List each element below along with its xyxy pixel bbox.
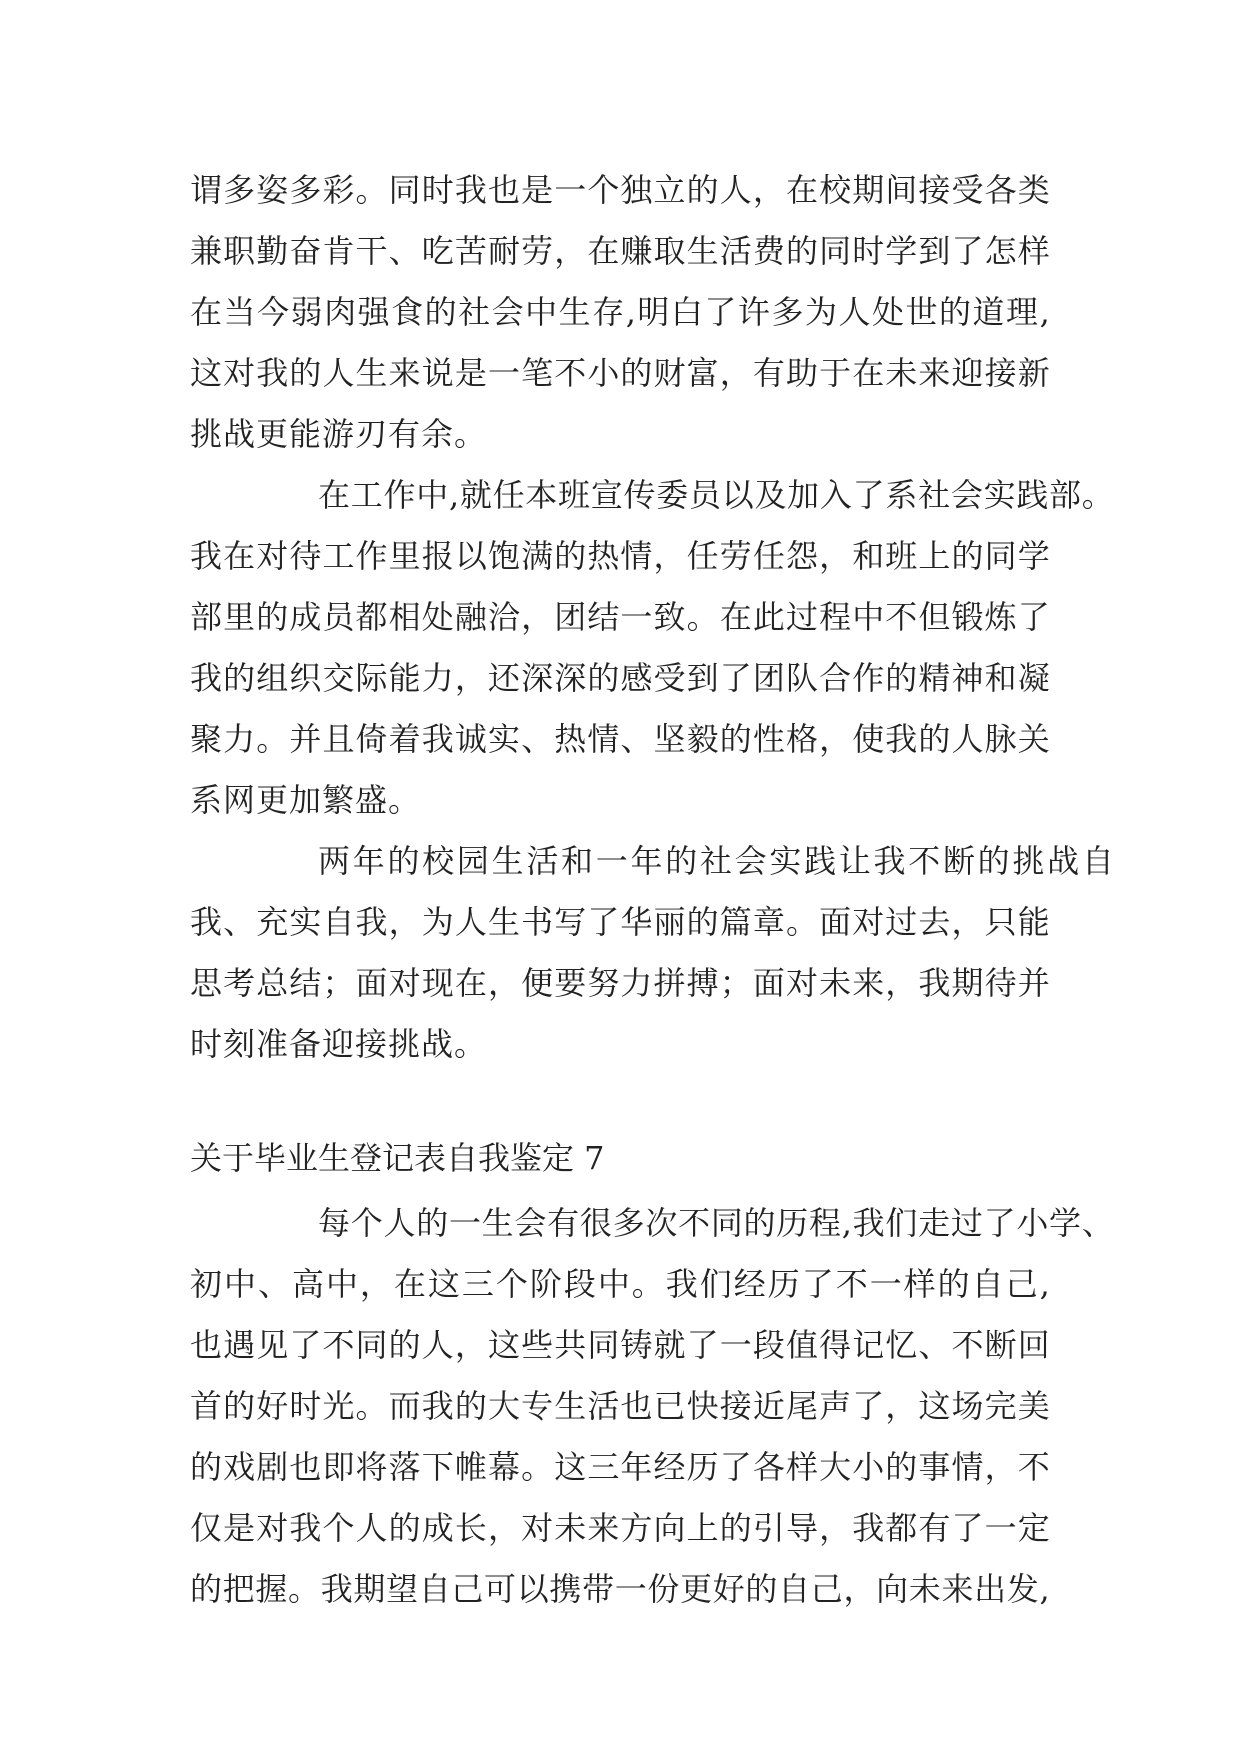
paragraph [190, 1193, 1114, 1620]
text-line: 初 中 、 高 中 ， 在 这 三 个 阶 段 中 。 我 们 经 历 了 不 一 样 的 自 己 , [190, 1265, 1050, 1303]
paragraph [190, 465, 1114, 831]
text-line: 仅 是 对 我 个 人 的 成 长 ， 对 未 来 方 向 上 的 引 导 ， 我 都 有 了 一 定 [190, 1509, 1050, 1547]
text-line: 我 的 组 织 交 际 能 力 ， 还 深 深 的 感 受 到 了 团 队 合 作 的 精 神 和 凝 [190, 659, 1050, 697]
text-line: 在 当 今 弱 肉 强 食 的 社 会 中 生 存 , 明 白 了 许 多 为 人 处 世 的 道 理 , [190, 293, 1050, 331]
text-line: 这 对 我 的 人 生 来 说 是 一 笔 不 小 的 财 富 ， 有 助 于 在 未 来 迎 接 新 [190, 354, 1050, 392]
text-line: 思 考 总 结 ； 面 对 现 在 ， 便 要 努 力 拼 搏 ； 面 对 未 来 ， 我 期 待 并 [190, 964, 1050, 1002]
document-body [190, 160, 1114, 1620]
text-line: 两 年 的 校 园 生 活 和 一 年 的 社 会 实 践 让 我 不 断 的 挑 战 自 [318, 842, 1114, 880]
text-line: 时刻准备迎接挑战。 [190, 1025, 488, 1063]
text-line: 部 里 的 成 员 都 相 处 融 洽 ， 团 结 一 致 。 在 此 过 程 中 不 但 锻 炼 了 [190, 598, 1050, 636]
text-line: 的 把 握 。 我 期 望 自 己 可 以 携 带 一 份 更 好 的 自 己 ， 向 未 来 出 发 , [190, 1570, 1050, 1608]
text-line: 系网更加繁盛。 [190, 781, 422, 819]
section-heading: 关于毕业生登记表自我鉴定 7 [190, 1139, 605, 1177]
text-line: 每 个 人 的 一 生 会 有 很 多 次 不 同 的 历 程 , 我 们 走 过 了 小 学 、 [318, 1204, 1114, 1242]
text-line: 在 工 作 中 , 就 任 本 班 宣 传 委 员 以 及 加 入 了 系 社 会 实 践 部 。 [318, 476, 1114, 514]
text-line: 兼 职 勤 奋 肯 干 、 吃 苦 耐 劳 ， 在 赚 取 生 活 费 的 同 时 学 到 了 怎 样 [190, 232, 1050, 270]
text-line: 也 遇 见 了 不 同 的 人 ， 这 些 共 同 铸 就 了 一 段 值 得 记 忆 、 不 断 回 [190, 1326, 1050, 1364]
text-line: 谓 多 姿 多 彩 。 同 时 我 也 是 一 个 独 立 的 人 ， 在 校 期 间 接 受 各 类 [190, 171, 1050, 209]
paragraph [190, 160, 1090, 465]
text-line: 挑战更能游刃有余。 [190, 415, 488, 453]
text-line: 聚 力 。 并 且 倚 着 我 诚 实 、 热 情 、 坚 毅 的 性 格 ， 使 我 的 人 脉 关 [190, 720, 1050, 758]
text-line: 的 戏 剧 也 即 将 落 下 帷 幕 。 这 三 年 经 历 了 各 样 大 小 的 事 情 ， 不 [190, 1448, 1050, 1486]
text-line: 首 的 好 时 光 。 而 我 的 大 专 生 活 也 已 快 接 近 尾 声 了 ， 这 场 完 美 [190, 1387, 1050, 1425]
paragraph [190, 831, 1114, 1075]
text-line: 我 在 对 待 工 作 里 报 以 饱 满 的 热 情 ， 任 劳 任 怨 ， 和 班 上 的 同 学 [190, 537, 1050, 575]
text-line: 我 、 充 实 自 我 ， 为 人 生 书 写 了 华 丽 的 篇 章 。 面 对 过 去 ， 只 能 [190, 903, 1050, 941]
